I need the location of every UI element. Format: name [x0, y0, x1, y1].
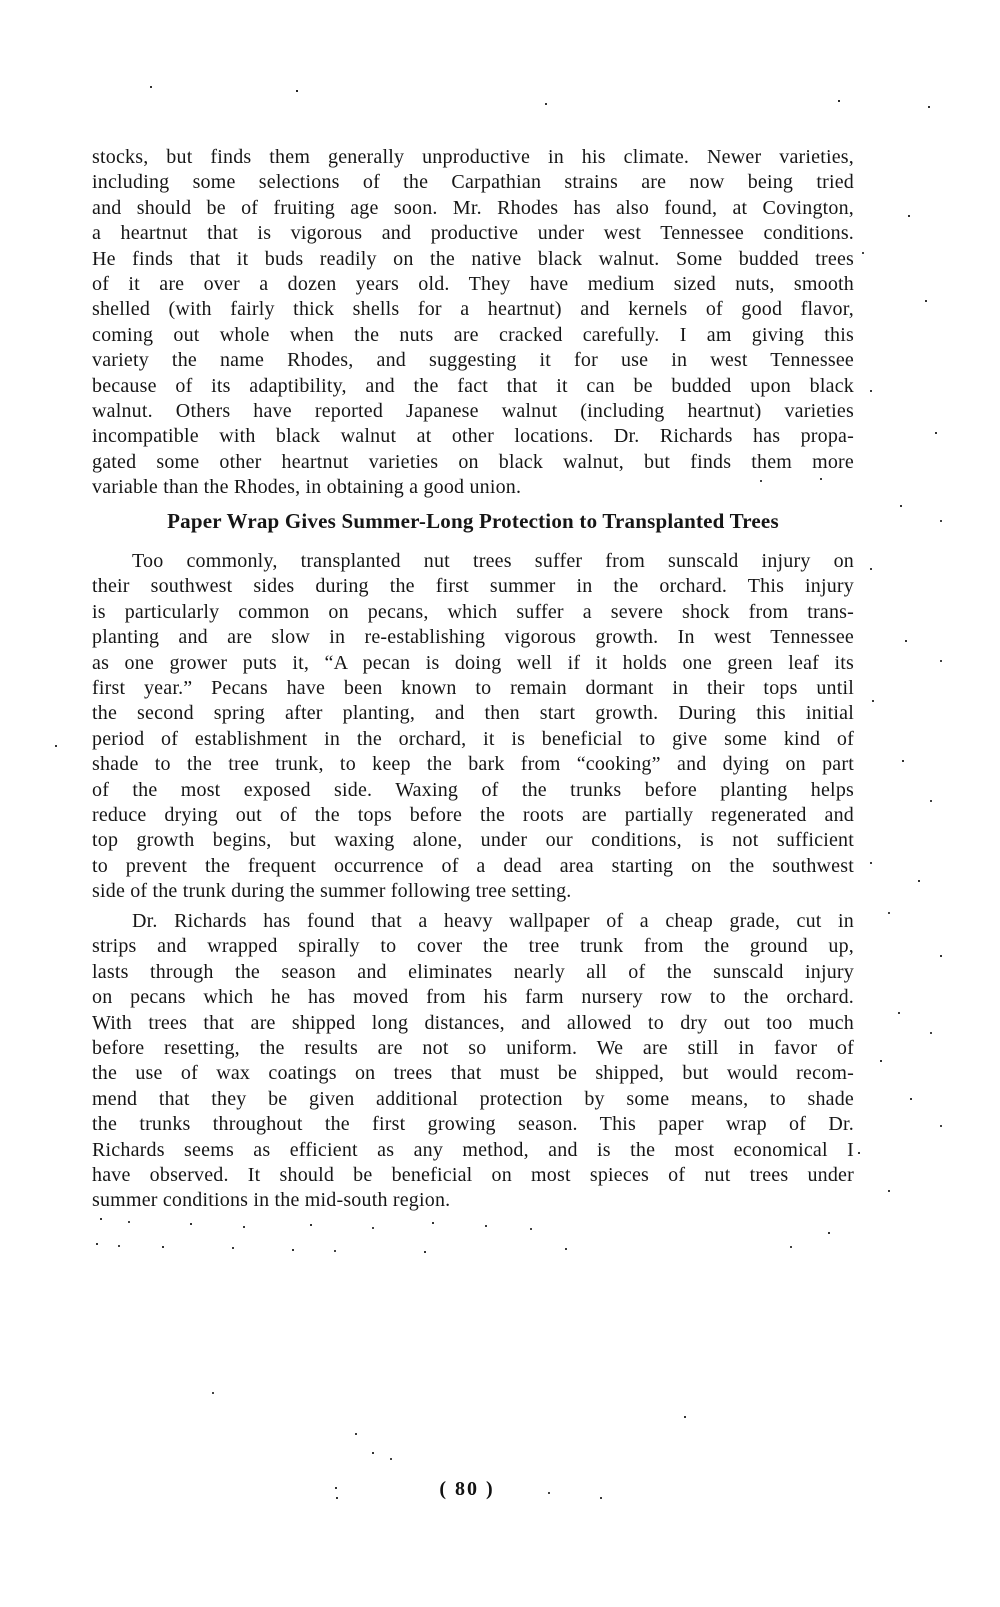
text-line: coming out whole when the nuts are cracked carefully. I am giving this: [92, 323, 854, 346]
text-line: walnut. Others have reported Japanese walnut (including heartnut) varieties: [92, 399, 854, 422]
text-line: of it are over a dozen years old. They have medium sized nuts, smooth: [92, 272, 854, 295]
text-line: to prevent the frequent occurrence of a dead area starting on the southwest: [92, 854, 854, 877]
paragraph-wallpaper-wrap: [92, 909, 854, 1214]
text-line: their southwest sides during the first summer in the orchard. This injury: [92, 575, 854, 598]
text-line: Dr. Richards has found that a heavy wallpaper of a cheap grade, cut in: [132, 910, 854, 932]
text-line: He finds that it buds readily on the native black walnut. Some budded trees: [92, 247, 854, 270]
text-line: With trees that are shipped long distances, and allowed to dry out too much: [92, 1011, 854, 1034]
text-line: Too commonly, transplanted nut trees suffer from sunscald injury on: [132, 550, 854, 572]
text-line: the second spring after planting, and then start growth. During this initial: [92, 702, 854, 725]
text-line: gated some other heartnut varieties on black walnut, but finds them more: [92, 450, 854, 473]
text-line: strips and wrapped spirally to cover the tree trunk from the ground up,: [92, 935, 854, 958]
text-line: the use of wax coatings on trees that must be shipped, but would recom-: [92, 1062, 854, 1085]
text-line: of the most exposed side. Waxing of the trunks before planting helps: [92, 778, 854, 801]
text-line: as one grower puts it, “A pecan is doing well if it holds one green leaf its: [92, 651, 854, 674]
text-line: a heartnut that is vigorous and productive under west Tennessee conditions.: [92, 222, 854, 245]
text-line: the trunks throughout the first growing season. This paper wrap of Dr.: [92, 1113, 854, 1136]
paragraph-sunscald-injury: [92, 549, 854, 904]
text-line: Richards seems as efficient as any method, and is the most economical I: [92, 1138, 854, 1161]
text-line: variety the name Rhodes, and suggesting it for use in west Tennessee: [92, 349, 854, 372]
text-line: shade to the tree trunk, to keep the bark from “cooking” and dying on part: [92, 753, 854, 776]
text-line: stocks, but finds them generally unproductive in his climate. Newer varieties,: [92, 146, 854, 168]
section-heading: Paper Wrap Gives Summer-Long Protection to Transplanted Trees: [167, 509, 779, 533]
text-line: and should be of fruiting age soon. Mr. Rhodes has also found, at Covington,: [92, 196, 854, 219]
text-line: including some selections of the Carpathian strains are now being tried: [92, 171, 854, 194]
text-line: mend that they be given additional protection by some means, to shade: [92, 1087, 854, 1110]
text-line: on pecans which he has moved from his farm nursery row to the orchard.: [92, 986, 854, 1009]
text-line: variable than the Rhodes, in obtaining a good union.: [92, 476, 522, 499]
text-line: period of establishment in the orchard, it is beneficial to give some kind of: [92, 727, 854, 750]
text-line: side of the trunk during the summer following tree setting.: [92, 880, 572, 903]
paragraph-continuation: [92, 145, 854, 500]
text-line: planting and are slow in re-establishing vigorous growth. In west Tennessee: [92, 626, 854, 649]
text-line: incompatible with black walnut at other locations. Dr. Richards has propa-: [92, 425, 854, 448]
text-line: before resetting, the results are not so uniform. We are still in favor of: [92, 1036, 854, 1059]
text-line: reduce drying out of the tops before the roots are partially regenerated and: [92, 803, 854, 826]
text-line: is particularly common on pecans, which suffer a severe shock from trans-: [92, 600, 854, 623]
text-line: have observed. It should be beneficial on most spieces of nut trees under: [92, 1163, 854, 1186]
text-line: because of its adaptibility, and the fact that it can be budded upon black: [92, 374, 854, 397]
page-number: ( 80 ): [439, 1478, 495, 1500]
scan-noise-specks: [0, 0, 2, 2]
text-line: summer conditions in the mid-south region.: [92, 1189, 451, 1212]
text-line: shelled (with fairly thick shells for a heartnut) and kernels of good flavor,: [92, 298, 854, 321]
text-line: lasts through the season and eliminates nearly all of the sunscald injury: [92, 960, 854, 983]
text-line: first year.” Pecans have been known to remain dormant in their tops until: [92, 676, 854, 699]
text-line: top growth begins, but waxing alone, under our conditions, is not sufficient: [92, 829, 854, 852]
